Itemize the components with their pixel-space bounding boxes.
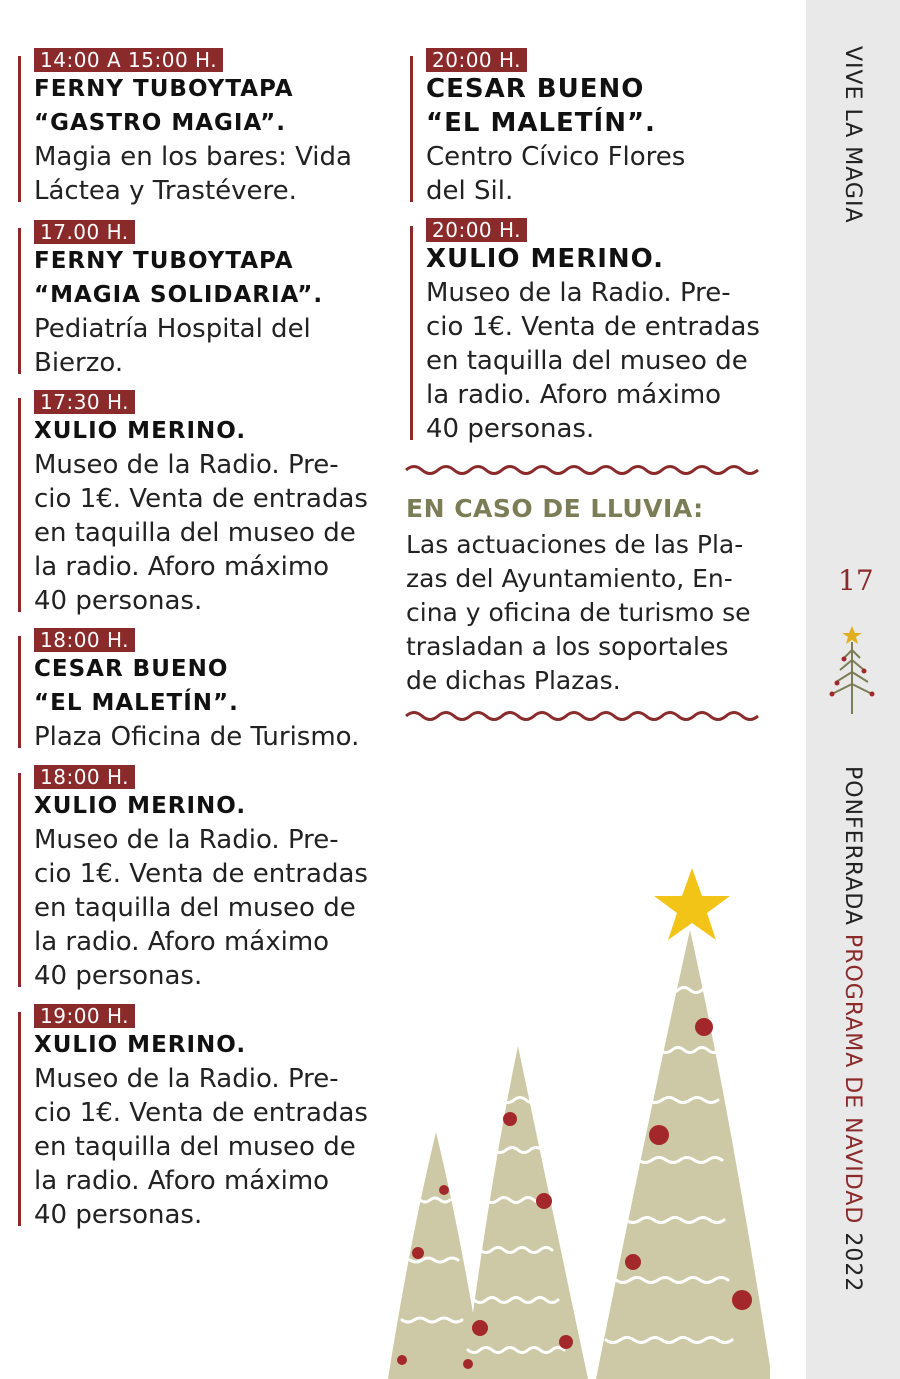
wave-divider-top bbox=[404, 462, 762, 478]
event-time: 20:00 H. bbox=[426, 48, 527, 72]
event-block bbox=[410, 48, 685, 208]
tree-icon bbox=[596, 930, 770, 1379]
event-title: CESAR BUENO “EL MALETÍN”. bbox=[426, 74, 656, 138]
event-title: CESAR BUENO “EL MALETÍN”. bbox=[34, 656, 239, 716]
event-time: 18:00 H. bbox=[34, 628, 135, 652]
sidebar-slogan: VIVE LA MAGIA bbox=[840, 46, 865, 224]
event-title: FERNY TUBOYTAPA “MAGIA SOLIDARIA”. bbox=[34, 248, 324, 308]
christmas-trees-illustration bbox=[380, 860, 770, 1379]
event-block bbox=[18, 628, 359, 754]
rain-heading: EN CASO DE LLUVIA: bbox=[406, 494, 704, 523]
rain-notice: Las actuaciones de las Pla- zas del Ayuntamiento, En- cina y oficina de turismo se trasladan a los soportales de dichas Plazas. bbox=[406, 530, 751, 695]
event-description: Museo de la Radio. Pre- cio 1€. Venta de entradas en taquilla del museo de la radio. Aforo máximo 40 personas. bbox=[34, 450, 368, 616]
event-block bbox=[18, 390, 368, 618]
event-description: Museo de la Radio. Pre- cio 1€. Venta de entradas en taquilla del museo de la radio. Aforo máximo 40 personas. bbox=[34, 1064, 368, 1230]
event-block bbox=[18, 765, 368, 993]
sidebar-footer: PONFERRADA PROGRAMA DE NAVIDAD 2022 bbox=[840, 766, 865, 1293]
event-block bbox=[18, 220, 323, 380]
event-description: Museo de la Radio. Pre- cio 1€. Venta de entradas en taquilla del museo de la radio. Aforo máximo 40 personas. bbox=[426, 278, 760, 444]
event-title: FERNY TUBOYTAPA “GASTRO MAGIA”. bbox=[34, 76, 294, 136]
event-description: Magia en los bares: Vida Láctea y Trastévere. bbox=[34, 142, 352, 206]
event-time: 19:00 H. bbox=[34, 1004, 135, 1028]
event-title: XULIO MERINO. bbox=[34, 1032, 247, 1058]
event-time: 20:00 H. bbox=[426, 218, 527, 242]
star-icon bbox=[654, 868, 730, 940]
event-description: Museo de la Radio. Pre- cio 1€. Venta de entradas en taquilla del museo de la radio. Aforo máximo 40 personas. bbox=[34, 825, 368, 991]
small-tree-icon bbox=[828, 626, 882, 716]
event-description: Plaza Oficina de Turismo. bbox=[34, 722, 360, 752]
event-time: 18:00 H. bbox=[34, 765, 135, 789]
event-block bbox=[18, 1004, 368, 1232]
event-block bbox=[410, 218, 760, 446]
event-time: 17.00 H. bbox=[34, 220, 135, 244]
page-number: 17 bbox=[838, 564, 874, 597]
event-title: XULIO MERINO. bbox=[34, 793, 247, 819]
event-description: Centro Cívico Flores del Sil. bbox=[426, 142, 686, 206]
event-title: XULIO MERINO. bbox=[34, 418, 247, 444]
event-block bbox=[18, 48, 352, 208]
event-time: 17:30 H. bbox=[34, 390, 135, 414]
wave-divider-bottom bbox=[404, 708, 762, 724]
event-description: Pediatría Hospital del Bierzo. bbox=[34, 314, 311, 378]
event-title: XULIO MERINO. bbox=[426, 244, 665, 274]
event-time: 14:00 A 15:00 H. bbox=[34, 48, 223, 72]
